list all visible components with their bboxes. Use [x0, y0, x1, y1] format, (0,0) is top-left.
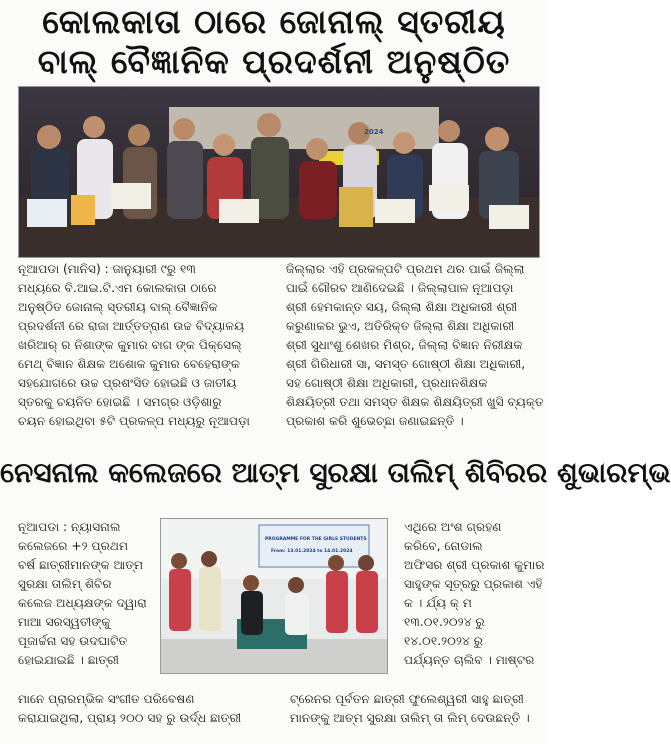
text-line: କ । ର୍ଯ୍ୟ କ୍ ମ — [404, 596, 473, 610]
photo-banner-line2: From: 13.01.2024 to 14.01.2024 — [271, 549, 353, 554]
text-line: ଶିକ୍ଷୟିତ୍ରୀ ତଥା ସମସ୍ତ ଶିକ୍ଷକ ଶିକ୍ଷୟିତ୍ରୀ ଖୁସି ବ୍ୟକ୍ତ — [286, 395, 544, 409]
text-line: ପାଇଁ ଗୌରବ ଆଣିଦେଇଛି । ଜିଲ୍ଲାପାଳ ନୂଆପଡ଼ା — [286, 281, 514, 295]
text-line: ଶ୍ରୀ ହେମକାନ୍ତ ସୟ, ଜିଲ୍ଲା ଶିକ୍ଷା ଅଧିକାରୀ ଶ୍ରୀ — [286, 300, 518, 314]
text-line: କରୁଣାକର ଭୁଏ, ଅତିରିକ୍ତ ଜିଲ୍ଲା ଶିକ୍ଷା ଅଧିକାରୀ — [286, 319, 515, 333]
article2-headline: ନେସନାଲ କଲେଜରେ ଆତ୍ମ ସୁରକ୍ଷା ତାଲିମ୍ ଶିବିରର ଶୁଭାରମ୍ଭ — [0, 456, 671, 489]
text-line: ଅନୁଷ୍ଠିତ ଜୋନାଲ୍ ସ୍ତରୀୟ ବାଲ୍ ବୈଜ୍ଞାନିକ — [18, 300, 218, 314]
article1-photo — [18, 86, 540, 258]
text-line: ମେଥ୍ ବିଜ୍ଞାନ ଶିକ୍ଷକ ଅଶୋକ କୁମାର ବେହେରାଙ୍କ — [18, 357, 241, 371]
text-line: ମାନେ ପ୍ରାରମ୍ଭିକ ସଂଗୀତ ପରିବେଷଣ — [18, 692, 195, 706]
text-line: ସହ ଗୋଷ୍ଠୀ ଶିକ୍ଷା ଅଧିକାରୀ, ପ୍ରଧାନଶିକ୍ଷକ — [286, 376, 488, 390]
text-line: ଏଥିରେ ଅଂଶ ଗ୍ରହଣ — [404, 520, 502, 534]
text-line: ଅଫିସର ଶ୍ରୀ ପ୍ରକାଶ କୁମାର — [404, 558, 545, 572]
text-line: ପ୍ରଦର୍ଶନୀ ରେ ରାଜା ଆର୍ତ୍ତତ୍ରାଣ ଉଚ୍ଚ ବିଦ୍ୟାଳୟ — [18, 319, 245, 333]
text-line: ଟ୍ରେନର ପୂର୍ବତନ ଛାତ୍ରୀ ଫୁଲେଶ୍ୱରୀ ସାହୁ ଛାତ୍ରୀ — [290, 692, 524, 706]
article2-left-column — [18, 518, 158, 670]
training-camp-image — [161, 519, 387, 673]
text-line: କରାଯାଇଥିଲା, ପ୍ରାୟ ୨୦୦ ସହ ରୁ ଉର୍ଦ୍ଧ ଛାତ୍ରୀ — [18, 711, 242, 725]
text-line: କରିବେ, ନୋଡାଲ — [404, 539, 483, 553]
text-line: କଲେଜ ଅଧ୍ୟକ୍ଷଙ୍କ ଦ୍ୱାରା — [18, 596, 147, 610]
text-line: ସ୍ତରକୁ ଚୟନିତ ହୋଇଛି । ସମଗ୍ର ଓଡ଼ିଶାରୁ — [18, 395, 222, 409]
text-line: ୧୪.୦୧.୨୦୨୪ ରୁ — [404, 634, 483, 648]
text-line: ଚୟନ ହୋଇଥିବା ୫ଟି ପ୍ରକଳ୍ପ ମଧ୍ୟରୁ ନୂଆପଡ଼ା — [18, 414, 250, 428]
award-ceremony-image — [19, 87, 539, 257]
text-line: ଖରିଆର୍ ର ନିଶାଙ୍କ କୁମାର ବାଗ ଙ୍କ ପିକ୍ସେଲ୍ — [18, 338, 242, 352]
article1-right-column — [286, 260, 544, 431]
text-line: ନୂଆପଡା (ମାନିସ) : ଜାନୁୟାରୀ ୯ରୁ ୧୩ — [18, 262, 196, 276]
text-line: ସହଯୋଗରେ ଉଚ୍ଚ ପ୍ରଶଂସିତ ହୋଇଛି ଓ ଜାତୀୟ — [18, 376, 237, 390]
text-line: ସାହୁଙ୍କ ସୂତ୍ରରୁ ପ୍ରକାଶ ଏହି — [404, 577, 543, 591]
article2-right-column — [404, 518, 545, 670]
text-line: ବର୍ଷ ଛାତ୍ରୀମାନଙ୍କ ଆତ୍ମ — [18, 558, 144, 572]
text-line: ଜିଲ୍ଲାର ଏହି ପ୍ରକଳ୍ପଟି ପ୍ରଥମ ଥର ପାଇଁ ଜିଲ୍ଲା — [286, 262, 525, 276]
text-line: ମାଆ ସରସ୍ୱତୀଙ୍କୁ — [18, 615, 111, 629]
text-line: ପୂଜାର୍ଚ୍ଚନା ସହ ଉଦଘାଟିତ — [18, 634, 128, 648]
article2-bottom-right — [290, 690, 540, 728]
article1-headline-line1: କୋଲକାତା ଠାରେ ଜୋନାଲ୍ ସ୍ତରୀୟ — [42, 2, 506, 41]
text-line: କଲେଜରେ +୨ ପ୍ରଥମ — [18, 539, 129, 553]
article1-headline-line2: ବାଲ୍ ବୈଜ୍ଞାନିକ ପ୍ରଦର୍ଶନୀ ଅନୁଷ୍ଠିତ — [37, 42, 511, 81]
article2-bottom-left — [18, 690, 286, 728]
article1-left-column — [18, 260, 276, 431]
text-line: ମଧ୍ୟରେ ବି.ଆଇ.ଟି.ଏମ କୋଲକାତା ଠାରେ — [18, 281, 217, 295]
photo-banner-text: 2024 — [364, 128, 384, 136]
text-line: ମାନଙ୍କୁ ଆତ୍ମ ସୁରକ୍ଷା ତାଲିମ୍ ତା ଲିମ୍ ଦେଉଛନ୍ତି । — [290, 711, 530, 725]
text-line: ପ୍ରକାଶ କରି ଶୁଭେଚ୍ଛା ଜଣାଇଛନ୍ତି । — [286, 414, 464, 428]
text-line: ଶ୍ରୀ ଗିରିଧାରୀ ସା, ସମସ୍ତ ଗୋଷ୍ଠୀ ଶିକ୍ଷା ଅଧିକାରୀ, — [286, 357, 526, 371]
text-line: ହୋଇଯାଇଛି । ଛାତ୍ରୀ — [18, 653, 119, 667]
text-line: ନୂଆପଡା : ନ୍ୟାସନାଲ — [18, 520, 121, 534]
article2-photo — [160, 518, 388, 674]
text-line: ୧୩.୦୧.୨୦୨୪ ରୁ — [404, 615, 485, 629]
text-line: ସୁରକ୍ଷା ତାଲିମ୍ ଶିବିର — [18, 577, 112, 591]
text-line: ଶ୍ରୀ ସୁଧାଂଶୁ ଶେଖର ମିଶ୍ର, ଜିଲ୍ଲା ବିଜ୍ଞାନ ନିରୀକ୍ଷକ — [286, 338, 523, 352]
photo-banner-line1: PROGRAMME FOR THE GIRLS STUDENTS — [265, 537, 367, 542]
text-line: ପର୍ଯ୍ୟନ୍ତ ଚାଲିବ । ମାଷ୍ଟର — [404, 653, 535, 667]
